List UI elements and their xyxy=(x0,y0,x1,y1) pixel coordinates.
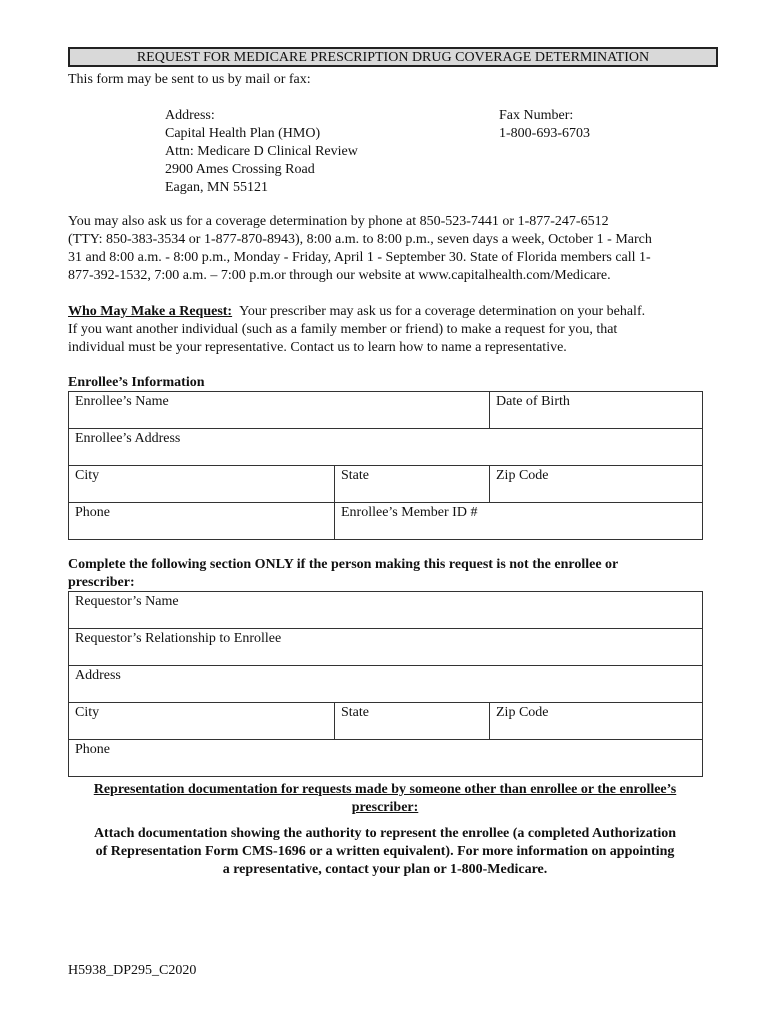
paragraph-line: If you want another individual (such as a family member or friend) to make a request for you, that xyxy=(68,322,618,337)
enrollee-name-field[interactable]: Enrollee’s Name xyxy=(69,392,490,429)
enrollee-dob-field[interactable]: Date of Birth xyxy=(490,392,703,429)
requestor-address-field[interactable]: Address xyxy=(69,666,703,703)
who-may-request-section xyxy=(68,303,645,357)
enrollee-state-field[interactable]: State xyxy=(335,466,490,503)
enrollee-city-field[interactable]: City xyxy=(69,466,335,503)
paragraph-line xyxy=(68,303,645,321)
requestor-phone-field[interactable]: Phone xyxy=(69,740,703,777)
heading-line: Representation documentation for requests made by someone other than enrollee or the enrollee’s xyxy=(93,782,677,797)
form-code: H5938_DP295_C2020 xyxy=(68,963,197,978)
paragraph-line: of Representation Form CMS-1696 or a written equivalent). For more information on appointing xyxy=(95,844,675,859)
requestor-name-field[interactable]: Requestor’s Name xyxy=(69,592,703,629)
address-line: 2900 Ames Crossing Road xyxy=(165,162,315,177)
requestor-zip-field[interactable]: Zip Code xyxy=(490,703,703,740)
paragraph-line: a representative, contact your plan or 1-800-Medicare. xyxy=(222,862,548,877)
address-line: Capital Health Plan (HMO) xyxy=(165,126,321,141)
fax-number: 1-800-693-6703 xyxy=(499,126,590,141)
address-line: Eagan, MN 55121 xyxy=(165,180,269,195)
fax-block xyxy=(499,107,590,143)
requestor-city-field[interactable]: City xyxy=(69,703,335,740)
paragraph-text: Your prescriber may ask us for a coverage determination on your behalf. xyxy=(239,304,646,319)
requestor-relationship-field[interactable]: Requestor’s Relationship to Enrollee xyxy=(69,629,703,666)
address-line: Attn: Medicare D Clinical Review xyxy=(165,144,358,159)
paragraph-line: Attach documentation showing the authority to represent the enrollee (a completed Authorization xyxy=(93,826,677,841)
representation-instructions xyxy=(60,825,710,879)
enrollee-member-id-field[interactable]: Enrollee’s Member ID # xyxy=(335,503,703,540)
requestor-table xyxy=(68,591,703,777)
paragraph-line: 877-392-1532, 7:00 a.m. – 7:00 p.m.or through our website at www.capitalhealth.com/Medicare. xyxy=(68,268,611,283)
requestor-heading xyxy=(68,556,618,592)
paragraph-line: (TTY: 850-383-3534 or 1-877-870-8943), 8:00 a.m. to 8:00 p.m., seven days a week, October 1 - March xyxy=(68,232,652,247)
form-title: REQUEST FOR MEDICARE PRESCRIPTION DRUG COVERAGE DETERMINATION xyxy=(68,47,718,67)
enrollee-zip-field[interactable]: Zip Code xyxy=(490,466,703,503)
representation-heading xyxy=(68,781,702,817)
paragraph-line: 31 and 8:00 a.m. - 8:00 p.m., Monday - Friday, April 1 - September 30. State of Florida members call 1- xyxy=(68,250,651,265)
enrollee-address-field[interactable]: Enrollee’s Address xyxy=(69,429,703,466)
requestor-state-field[interactable]: State xyxy=(335,703,490,740)
paragraph-line: individual must be your representative. Contact us to learn how to name a representative. xyxy=(68,340,567,355)
intro-text: This form may be sent to us by mail or fax: xyxy=(68,72,311,87)
enrollee-heading: Enrollee’s Information xyxy=(68,375,205,390)
paragraph-line: You may also ask us for a coverage determination by phone at 850-523-7441 or 1-877-247-6512 xyxy=(68,214,609,229)
enrollee-phone-field[interactable]: Phone xyxy=(69,503,335,540)
fax-label: Fax Number: xyxy=(499,108,574,123)
heading-line: prescriber: xyxy=(351,800,419,815)
who-may-request-heading: Who May Make a Request: xyxy=(68,304,233,319)
heading-line: prescriber: xyxy=(68,575,135,590)
enrollee-table xyxy=(68,391,703,540)
mailing-address xyxy=(165,107,358,197)
address-label: Address: xyxy=(165,108,215,123)
heading-line: Complete the following section ONLY if the person making this request is not the enrollee or xyxy=(68,557,619,572)
phone-paragraph xyxy=(68,213,652,285)
